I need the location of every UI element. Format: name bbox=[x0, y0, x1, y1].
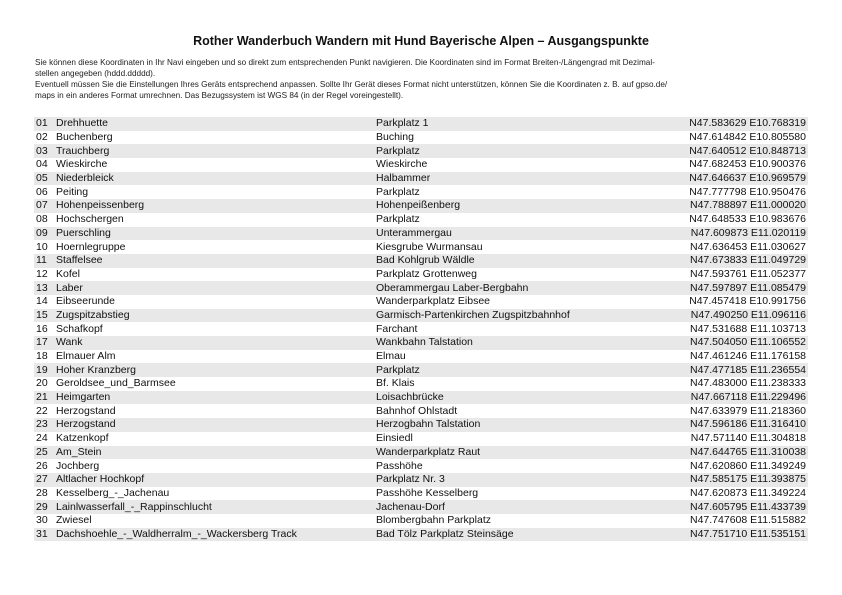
coordinates: N47.673833 E11.049729 bbox=[648, 254, 808, 268]
table-row bbox=[34, 213, 808, 227]
coordinates: N47.490250 E11.096116 bbox=[648, 309, 808, 323]
tour-name: Puerschling bbox=[54, 227, 374, 241]
tour-name: Laber bbox=[54, 281, 374, 295]
tour-name: Jochberg bbox=[56, 459, 100, 472]
coordinates: N47.593761 E11.052377 bbox=[690, 267, 806, 280]
starting-point: Garmisch-Partenkirchen Zugspitzbahnhof bbox=[374, 309, 648, 323]
coordinates: N47.620873 E11.349224 bbox=[690, 486, 806, 499]
tour-number: 04 bbox=[36, 158, 48, 171]
tour-number: 26 bbox=[36, 459, 48, 472]
coordinates: N47.585175 E11.393875 bbox=[648, 473, 808, 487]
table-row bbox=[34, 363, 808, 377]
starting-point: Jachenau-Dorf bbox=[374, 500, 648, 514]
starting-point: Parkplatz Nr. 3 bbox=[374, 473, 648, 487]
starting-point: Bad Tölz Parkplatz Steinsäge bbox=[374, 528, 648, 542]
tour-number: 16 bbox=[36, 322, 48, 335]
tour-number: 01 bbox=[34, 117, 54, 131]
coordinates: N47.682453 E10.900376 bbox=[689, 158, 806, 171]
tour-number: 19 bbox=[34, 363, 54, 377]
tour-number: 13 bbox=[34, 281, 54, 295]
table-row bbox=[34, 446, 808, 460]
coordinates-table bbox=[34, 117, 808, 541]
coordinates: N47.620860 E11.349249 bbox=[690, 459, 806, 472]
table-row bbox=[34, 281, 808, 295]
tour-name: Wieskirche bbox=[56, 158, 108, 171]
starting-point: Oberammergau Laber-Bergbahn bbox=[374, 281, 648, 295]
starting-point: Farchant bbox=[376, 322, 418, 335]
tour-number: 14 bbox=[36, 295, 48, 308]
coordinates: N47.636453 E11.030627 bbox=[690, 240, 806, 253]
tour-name: Altlacher Hochkopf bbox=[54, 473, 374, 487]
coordinates: N47.596186 E11.316410 bbox=[648, 418, 808, 432]
coordinates: N47.747608 E11.515882 bbox=[690, 514, 806, 527]
table-row bbox=[34, 295, 808, 309]
tour-name: Elmauer Alm bbox=[56, 350, 116, 363]
coordinates: N47.531688 E11.103713 bbox=[690, 322, 806, 335]
starting-point: Kiesgrube Wurmansau bbox=[376, 240, 483, 253]
tour-number: 22 bbox=[36, 404, 48, 417]
coordinates-table-body bbox=[34, 117, 808, 541]
starting-point: Parkplatz bbox=[376, 185, 420, 198]
tour-name: Geroldsee_und_Barmsee bbox=[56, 377, 176, 390]
starting-point: Buching bbox=[376, 131, 414, 144]
tour-name: Heimgarten bbox=[54, 391, 374, 405]
table-row bbox=[34, 391, 808, 405]
tour-number: 11 bbox=[34, 254, 54, 268]
table-row bbox=[34, 268, 808, 282]
tour-number: 28 bbox=[36, 486, 48, 499]
coordinates: N47.640512 E10.848713 bbox=[648, 144, 808, 158]
tour-name: Trauchberg bbox=[54, 144, 374, 158]
tour-number: 23 bbox=[34, 418, 54, 432]
coordinates: N47.597897 E11.085479 bbox=[648, 281, 808, 295]
intro-line: Sie können diese Koordinaten in Ihr Navi eingeben und so direkt zum entsprechenden Punkt navigieren. Die Koordinaten sind im Format Breiten-/Längengrad mit Dezimal- bbox=[35, 58, 655, 67]
tour-number: 30 bbox=[36, 514, 48, 527]
starting-point: Elmau bbox=[376, 350, 406, 363]
tour-number: 08 bbox=[36, 213, 48, 226]
tour-number: 07 bbox=[34, 199, 54, 213]
coordinates: N47.614842 E10.805580 bbox=[689, 131, 806, 144]
coordinates: N47.667118 E11.229496 bbox=[648, 391, 808, 405]
tour-name: Hoher Kranzberg bbox=[54, 363, 374, 377]
tour-name: Zugspitzabstieg bbox=[54, 309, 374, 323]
tour-name: Schafkopf bbox=[56, 322, 103, 335]
starting-point: Bahnhof Ohlstadt bbox=[376, 404, 458, 417]
tour-number: 25 bbox=[34, 446, 54, 460]
starting-point: Halbammer bbox=[374, 172, 648, 186]
coordinates: N47.571140 E11.304818 bbox=[690, 432, 806, 445]
starting-point: Bf. Klais bbox=[376, 377, 415, 390]
tour-number: 27 bbox=[34, 473, 54, 487]
tour-number: 12 bbox=[36, 267, 48, 280]
tour-number: 05 bbox=[34, 172, 54, 186]
tour-name: Staffelsee bbox=[54, 254, 374, 268]
coordinates: N47.609873 E11.020119 bbox=[648, 227, 808, 241]
table-row bbox=[34, 254, 808, 268]
table-row bbox=[34, 240, 808, 254]
tour-name: Dachshoehle_-_Waldherralm_-_Wackersberg Track bbox=[54, 528, 374, 542]
tour-number: 17 bbox=[34, 336, 54, 350]
table-row bbox=[34, 528, 808, 542]
starting-point: Blombergbahn Parkplatz bbox=[376, 514, 491, 527]
starting-point: Einsiedl bbox=[376, 432, 413, 445]
starting-point: Loisachbrücke bbox=[374, 391, 648, 405]
table-row bbox=[34, 377, 808, 391]
table-row bbox=[34, 117, 808, 131]
tour-name: Hoernlegruppe bbox=[56, 240, 126, 253]
table-row bbox=[34, 144, 808, 158]
tour-name: Zwiesel bbox=[56, 514, 92, 527]
tour-name: Hochschergen bbox=[56, 213, 124, 226]
coordinates: N47.644765 E11.310038 bbox=[648, 446, 808, 460]
tour-number: 29 bbox=[34, 500, 54, 514]
tour-number: 02 bbox=[36, 131, 48, 144]
tour-number: 20 bbox=[36, 377, 48, 390]
tour-name: Buchenberg bbox=[56, 131, 113, 144]
table-row bbox=[34, 418, 808, 432]
table-row bbox=[34, 404, 808, 418]
starting-point: Wanderparkplatz Eibsee bbox=[376, 295, 491, 308]
coordinates: N47.648533 E10.983676 bbox=[689, 213, 806, 226]
tour-name: Kofel bbox=[56, 267, 80, 280]
coordinates: N47.777798 E10.950476 bbox=[689, 185, 806, 198]
tour-number: 06 bbox=[36, 185, 48, 198]
coordinates: N47.583629 E10.768319 bbox=[648, 117, 808, 131]
intro-line: maps in ein anderes Format umrechnen. Das Bezugssystem ist WGS 84 (in der Regel voreingestellt). bbox=[35, 91, 404, 100]
tour-name: Eibseerunde bbox=[56, 295, 115, 308]
coordinates: N47.605795 E11.433739 bbox=[648, 500, 808, 514]
table-row bbox=[34, 514, 808, 528]
table-row bbox=[34, 432, 808, 446]
coordinates: N47.788897 E11.000020 bbox=[648, 199, 808, 213]
starting-point: Parkplatz bbox=[374, 144, 648, 158]
tour-name: Peiting bbox=[56, 185, 89, 198]
starting-point: Bad Kohlgrub Wäldle bbox=[374, 254, 648, 268]
tour-number: 31 bbox=[34, 528, 54, 542]
page-title: Rother Wanderbuch Wandern mit Hund Bayerische Alpen – Ausgangspunkte bbox=[193, 34, 649, 48]
starting-point: Parkplatz bbox=[374, 363, 648, 377]
table-row bbox=[34, 199, 808, 213]
starting-point: Passhöhe bbox=[376, 459, 423, 472]
tour-name: Kesselberg_-_Jachenau bbox=[56, 486, 170, 499]
tour-name: Katzenkopf bbox=[56, 432, 109, 445]
starting-point: Wankbahn Talstation bbox=[374, 336, 648, 350]
starting-point: Unterammergau bbox=[374, 227, 648, 241]
table-row bbox=[34, 459, 808, 473]
table-row bbox=[34, 487, 808, 501]
tour-name: Niederbleick bbox=[54, 172, 374, 186]
table-row bbox=[34, 185, 808, 199]
coordinates: N47.504050 E11.106552 bbox=[648, 336, 808, 350]
starting-point: Hohenpeißenberg bbox=[374, 199, 648, 213]
starting-point: Parkplatz bbox=[376, 213, 420, 226]
tour-number: 18 bbox=[36, 350, 48, 363]
starting-point: Wieskirche bbox=[376, 158, 428, 171]
coordinates: N47.646637 E10.969579 bbox=[648, 172, 808, 186]
coordinates: N47.461246 E11.176158 bbox=[690, 350, 806, 363]
coordinates: N47.483000 E11.238333 bbox=[690, 377, 806, 390]
table-row bbox=[34, 322, 808, 336]
tour-name: Herzogstand bbox=[56, 404, 116, 417]
starting-point: Parkplatz 1 bbox=[374, 117, 648, 131]
coordinates: N47.457418 E10.991756 bbox=[689, 295, 806, 308]
table-row bbox=[34, 500, 808, 514]
starting-point: Herzogbahn Talstation bbox=[374, 418, 648, 432]
table-row bbox=[34, 336, 808, 350]
starting-point: Wanderparkplatz Raut bbox=[374, 446, 648, 460]
table-row bbox=[34, 350, 808, 364]
coordinates: N47.751710 E11.535151 bbox=[648, 528, 808, 542]
tour-number: 24 bbox=[36, 432, 48, 445]
tour-number: 21 bbox=[34, 391, 54, 405]
tour-number: 15 bbox=[34, 309, 54, 323]
tour-name: Lainlwasserfall_-_Rappinschlucht bbox=[54, 500, 374, 514]
table-row bbox=[34, 172, 808, 186]
tour-name: Hohenpeissenberg bbox=[54, 199, 374, 213]
tour-number: 03 bbox=[34, 144, 54, 158]
table-row bbox=[34, 158, 808, 172]
coordinates: N47.477185 E11.236554 bbox=[648, 363, 808, 377]
table-row bbox=[34, 309, 808, 323]
intro-text bbox=[35, 57, 807, 101]
intro-line: stellen angegeben (hddd.ddddd). bbox=[35, 69, 156, 78]
table-row bbox=[34, 131, 808, 145]
starting-point: Parkplatz Grottenweg bbox=[376, 267, 477, 280]
coordinates: N47.633979 E11.218360 bbox=[690, 404, 806, 417]
intro-line: Eventuell müssen Sie die Einstellungen Ihres Geräts entsprechend anpassen. Sollte Ihr Gerät dieses Format nicht unterstützen, können Sie die Koordinaten z. B. auf gpso.de/ bbox=[35, 80, 668, 89]
tour-name: Wank bbox=[54, 336, 374, 350]
starting-point: Passhöhe Kesselberg bbox=[376, 486, 479, 499]
tour-name: Am_Stein bbox=[54, 446, 374, 460]
table-row bbox=[34, 473, 808, 487]
tour-number: 10 bbox=[36, 240, 48, 253]
table-row bbox=[34, 227, 808, 241]
tour-number: 09 bbox=[34, 227, 54, 241]
tour-name: Drehhuette bbox=[54, 117, 374, 131]
tour-name: Herzogstand bbox=[54, 418, 374, 432]
